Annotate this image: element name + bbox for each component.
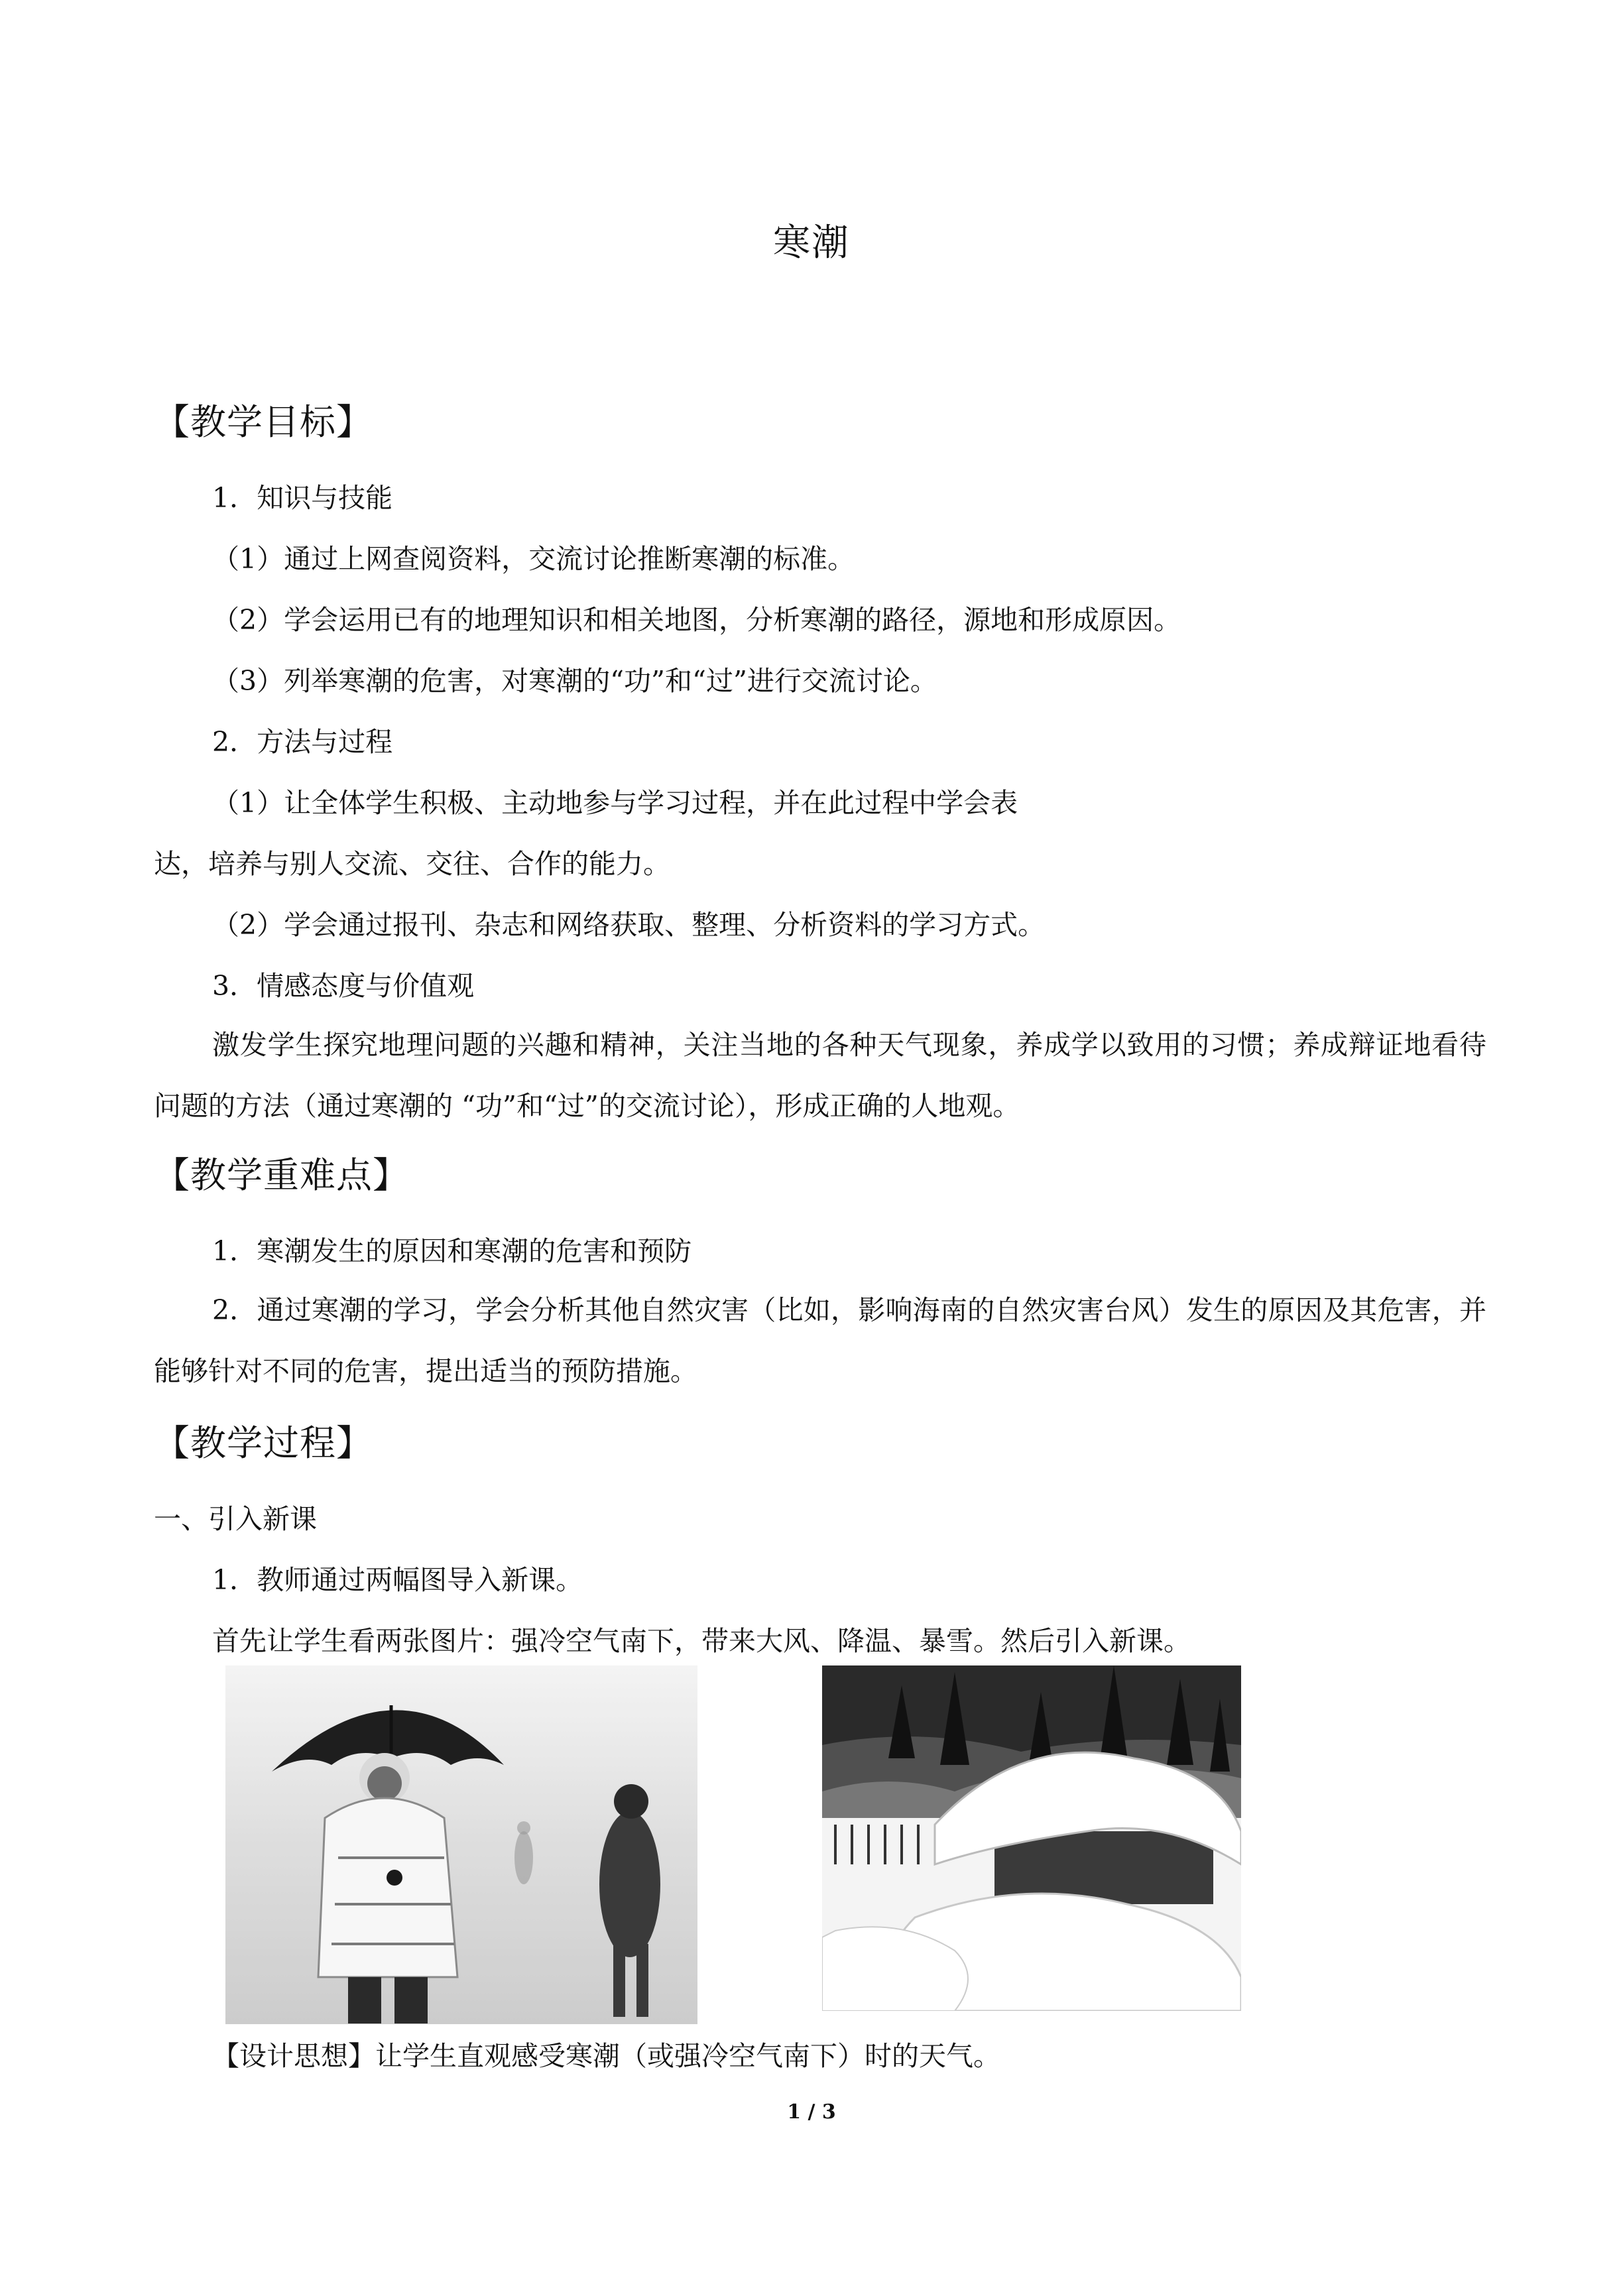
section-heading-process: 【教学过程】	[154, 1422, 373, 1464]
goal-heading-knowledge: 1．知识与技能	[212, 482, 393, 514]
goal-heading-method: 2．方法与过程	[212, 726, 393, 758]
key-point-item-2: 2．通过寒潮的学习，学会分析其他自然灾害（比如，影响海南的自然灾害台风）发生的原因及其危害，并能够针对不同的危害，提出适当的预防措施。	[154, 1294, 1486, 1387]
process-step-1-text: 首先让学生看两张图片：强冷空气南下，带来大风、降温、暴雪。然后引入新课。	[212, 1625, 1191, 1657]
process-design-idea: 【设计思想】让学生直观感受寒潮（或强冷空气南下）时的天气。	[212, 2040, 1000, 2072]
goal-knowledge-item-3: （3）列举寒潮的危害，对寒潮的“功”和“过”进行交流讨论。	[212, 665, 937, 697]
goal-method-item-2: （2）学会通过报刊、杂志和网络获取、整理、分析资料的学习方式。	[212, 909, 1046, 941]
key-point-item-1: 1．寒潮发生的原因和寒潮的危害和预防	[212, 1235, 692, 1267]
goal-knowledge-item-2: （2）学会运用已有的地理知识和相关地图，分析寒潮的路径，源地和形成原因。	[212, 604, 1181, 636]
goal-knowledge-item-1: （1）通过上网查阅资料，交流讨论推断寒潮的标准。	[212, 543, 855, 575]
process-part-1: 一、引入新课	[154, 1503, 317, 1535]
goal-method-item-1-cont: 达，培养与别人交流、交往、合作的能力。	[154, 848, 670, 880]
blizzard-people-photo	[225, 1665, 697, 2024]
goal-method-item-1: （1）让全体学生积极、主动地参与学习过程，并在此过程中学会表	[212, 787, 1018, 819]
snow-house-photo	[822, 1665, 1241, 2011]
section-heading-goals: 【教学目标】	[154, 401, 373, 443]
goal-attitude-paragraph: 激发学生探究地理问题的兴趣和精神，关注当地的各种天气现象，养成学以致用的习惯；养成辩证地看待问题的方法（通过寒潮的 “功”和“过”的交流讨论），形成正确的人地观。	[154, 1029, 1486, 1122]
goal-heading-attitude: 3．情感态度与价值观	[212, 970, 475, 1002]
page-number: 1 / 3	[787, 2100, 836, 2124]
section-heading-key-points: 【教学重难点】	[154, 1154, 409, 1196]
process-step-1: 1．教师通过两幅图导入新课。	[212, 1564, 583, 1596]
document-title: 寒潮	[773, 221, 850, 265]
